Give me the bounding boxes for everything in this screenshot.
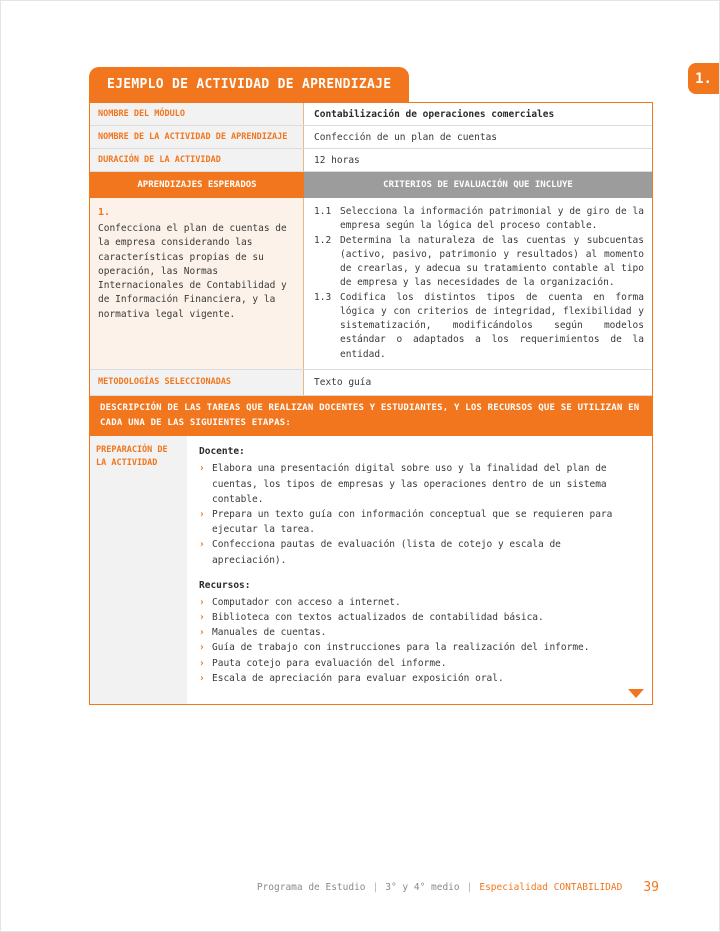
preparation-stage-label: PREPARACIÓN DE LA ACTIVIDAD xyxy=(90,436,187,703)
criteria-text: Selecciona la información patrimonial y de giro de la empresa según la lógica del proceso contable. xyxy=(340,206,644,232)
bullet-chevron-icon: › xyxy=(199,642,205,654)
column-header-criterios: CRITERIOS DE EVALUACIÓN QUE INCLUYE xyxy=(304,172,652,198)
learning-objective-text: Confecciona el plan de cuentas de la empresa considerando las características propias de su operación, las Normas Internacionales de Contabilidad y de Información Financiera, y la normativa legal vigente. xyxy=(98,223,287,320)
chapter-number-tab xyxy=(688,63,719,94)
bullet-chevron-icon: › xyxy=(199,596,205,608)
criteria-content-row xyxy=(90,198,652,370)
page-title xyxy=(89,67,409,102)
column-header-aprendizajes: APRENDIZAJES ESPERADOS xyxy=(90,172,304,198)
table-row-modulo xyxy=(90,103,652,126)
list-item-text: Guía de trabajo con instrucciones para la realización del informe. xyxy=(212,642,590,654)
table-row-duracion xyxy=(90,149,652,172)
criteria-text: Codifica los distintos tipos de cuenta en forma lógica y con criterios de integridad, flexibilidad y sistematización, modificándolos según modelos estándar o adaptados a los requerimientos de la entidad. xyxy=(340,291,644,360)
bullet-chevron-icon: › xyxy=(199,627,205,639)
footer-grades: 3° y 4° medio xyxy=(385,882,460,893)
criteria-number: 1.2 xyxy=(314,234,332,246)
chapter-number: 1. xyxy=(695,70,712,87)
evaluation-criteria-cell xyxy=(304,198,652,369)
bullet-chevron-icon: › xyxy=(199,672,205,684)
footer-separator: | xyxy=(466,882,473,893)
list-item xyxy=(199,595,638,610)
recursos-heading: Recursos: xyxy=(199,579,251,591)
list-item xyxy=(199,610,638,625)
list-item-text: Computador con acceso a internet. xyxy=(212,596,401,608)
criteria-item xyxy=(314,234,644,291)
list-item-text: Confecciona pautas de evaluación (lista de cotejo y escala de apreciación). xyxy=(212,539,561,566)
criteria-item xyxy=(314,205,644,234)
description-banner: DESCRIPCIÓN DE LAS TAREAS QUE REALIZAN DOCENTES Y ESTUDIANTES, Y LOS RECURSOS QUE SE UTILIZAN EN CADA UNA DE LAS SIGUIENTES ETAPAS: xyxy=(90,396,652,437)
list-item-text: Manuales de cuentas. xyxy=(212,627,327,639)
row-label: NOMBRE DE LA ACTIVIDAD DE APRENDIZAJE xyxy=(90,126,304,148)
criteria-item xyxy=(314,291,644,362)
bullet-chevron-icon: › xyxy=(199,539,205,551)
footer-separator: | xyxy=(372,882,379,893)
page-footer xyxy=(257,880,659,895)
row-label: DURACIÓN DE LA ACTIVIDAD xyxy=(90,149,304,171)
continuation-arrow-icon xyxy=(628,689,644,698)
learning-objective-number: 1. xyxy=(98,207,111,218)
criteria-number: 1.3 xyxy=(314,291,332,303)
list-item-text: Escala de apreciación para evaluar exposición oral. xyxy=(212,672,504,684)
preparation-content xyxy=(187,436,652,703)
table-row-actividad xyxy=(90,126,652,149)
row-value: 12 horas xyxy=(314,154,360,166)
list-item xyxy=(199,656,638,671)
criteria-header-row xyxy=(90,172,652,198)
page-title-text: EJEMPLO DE ACTIVIDAD DE APRENDIZAJE xyxy=(107,77,392,92)
row-label: METODOLOGÍAS SELECCIONADAS xyxy=(90,370,304,395)
row-value: Texto guía xyxy=(314,376,372,388)
bullet-chevron-icon: › xyxy=(199,611,205,623)
list-item-text: Biblioteca con textos actualizados de contabilidad básica. xyxy=(212,611,544,623)
footer-specialty: Especialidad CONTABILIDAD xyxy=(479,882,623,893)
bullet-chevron-icon: › xyxy=(199,657,205,669)
row-label: NOMBRE DEL MÓDULO xyxy=(90,103,304,125)
preparation-row xyxy=(90,436,652,703)
list-item xyxy=(199,625,638,640)
learning-objective-cell xyxy=(90,198,304,369)
list-item xyxy=(199,671,638,686)
page-number: 39 xyxy=(643,880,659,895)
activity-table xyxy=(89,102,653,705)
row-value: Confección de un plan de cuentas xyxy=(314,131,498,143)
footer-program: Programa de Estudio xyxy=(256,882,366,893)
bullet-chevron-icon: › xyxy=(199,463,205,475)
table-row-metodologias xyxy=(90,370,652,396)
list-item xyxy=(199,507,638,537)
list-item xyxy=(199,537,638,567)
criteria-text: Determina la naturaleza de las cuentas y subcuentas (activo, pasivo, patrimonio y resultados) al momento de crearlas, y adecua su tratamiento contable al tipo de empresa y las necesidades de la organización. xyxy=(340,234,644,289)
criteria-number: 1.1 xyxy=(314,206,332,217)
list-item-text: Pauta cotejo para evaluación del informe. xyxy=(212,657,447,669)
list-item xyxy=(199,461,638,507)
bullet-chevron-icon: › xyxy=(199,509,205,520)
list-item-text: Prepara un texto guía con información conceptual que se requieren para ejecutar la tarea. xyxy=(212,509,613,536)
list-item-text: Elabora una presentación digital sobre uso y la finalidad del plan de cuentas, los tipos de empresas y las operaciones dentro de un sistema contable. xyxy=(212,463,607,505)
row-value: Contabilización de operaciones comerciales xyxy=(314,108,555,120)
docente-heading: Docente: xyxy=(199,446,245,458)
list-item xyxy=(199,640,638,655)
